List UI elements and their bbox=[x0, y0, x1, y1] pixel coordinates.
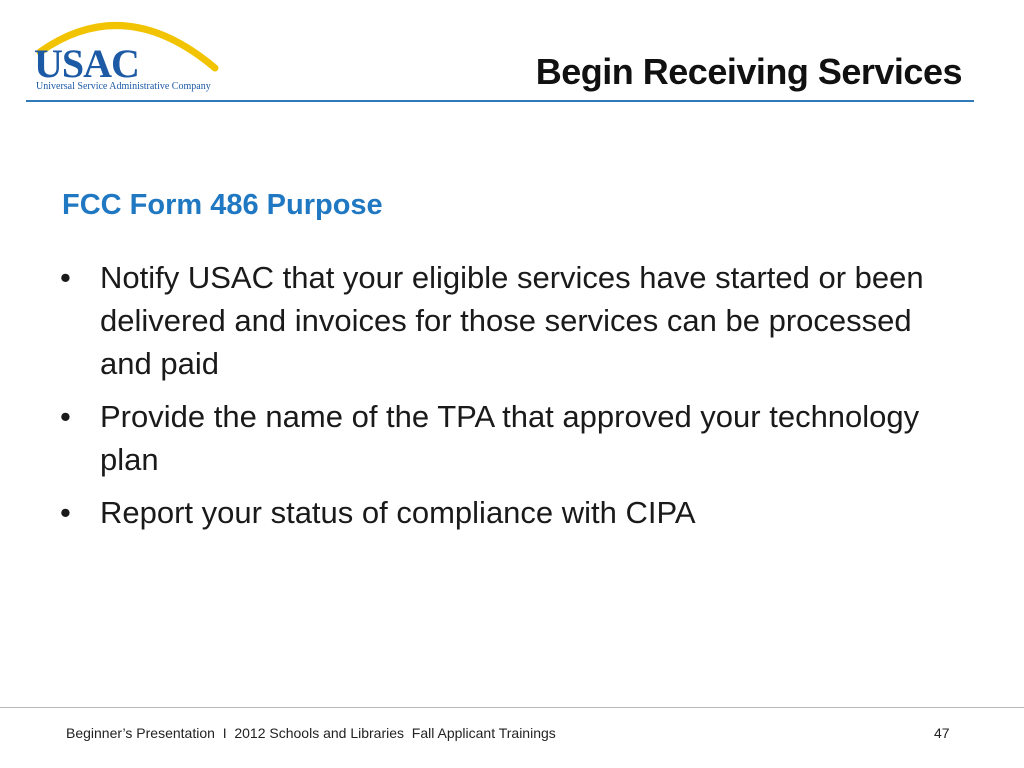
footer-divider bbox=[0, 707, 1024, 708]
logo-tagline: Universal Service Administrative Company bbox=[36, 81, 211, 92]
bullet-icon: • bbox=[60, 495, 71, 530]
footer-caption: Beginner’s Presentation I 2012 Schools and Libraries Fall Applicant Trainings bbox=[66, 725, 556, 741]
bullet-text: Report your status of compliance with CIPA bbox=[100, 495, 696, 530]
list-item bbox=[60, 395, 940, 481]
bullet-icon: • bbox=[60, 260, 71, 295]
usac-logo bbox=[30, 10, 230, 92]
page-number: 47 bbox=[934, 725, 950, 741]
list-item bbox=[60, 491, 940, 534]
bullet-icon: • bbox=[60, 399, 71, 434]
logo-wordmark: USAC bbox=[34, 41, 139, 86]
bullet-text: Notify USAC that your eligible services have started or been delivered and invoices for those services can be processed and paid bbox=[100, 260, 924, 381]
bullet-list bbox=[60, 256, 940, 544]
list-item bbox=[60, 256, 940, 385]
bullet-text: Provide the name of the TPA that approved your technology plan bbox=[100, 399, 920, 477]
section-heading: FCC Form 486 Purpose bbox=[62, 189, 383, 221]
title-divider bbox=[26, 100, 974, 102]
slide-title: Begin Receiving Services bbox=[535, 51, 962, 92]
